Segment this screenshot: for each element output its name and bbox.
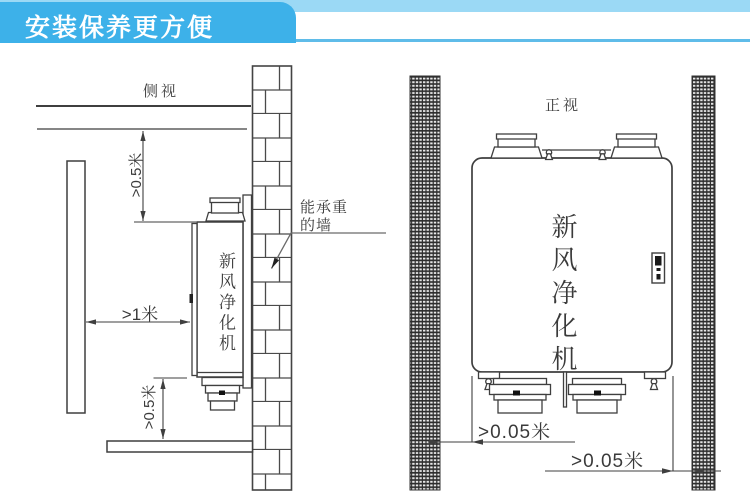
device-name-front: 新风净化机 — [548, 213, 578, 378]
left-side-wall — [410, 76, 440, 490]
section-title: 安装保养更方便 — [25, 14, 215, 42]
front-view-label: 正视 — [545, 97, 582, 114]
wall-bracket — [243, 195, 252, 388]
bearing-brick-wall — [253, 66, 292, 490]
wall-note-line2: 的墙 — [300, 217, 333, 234]
bottom-duct-side — [202, 378, 243, 411]
power-connector — [652, 253, 665, 283]
dim-floor-clearance: >0.5米 — [141, 384, 158, 430]
wall-note-line1: 能承重 — [300, 199, 349, 216]
floor-bar — [107, 441, 253, 452]
side-view-drawing — [36, 66, 386, 490]
device-name-side: 新风净化机 — [216, 252, 235, 355]
bottom-duct-right — [569, 379, 626, 414]
right-side-wall — [692, 76, 715, 490]
top-duct-side — [206, 198, 245, 221]
top-duct-right — [611, 134, 662, 158]
dim-left-wall-clearance: >0.05米 — [478, 422, 552, 443]
dim-ceiling-clearance: >0.5米 — [128, 152, 145, 198]
dim-front-clearance: >1米 — [121, 305, 159, 324]
panel-latch — [190, 294, 194, 303]
front-column — [67, 161, 85, 413]
dim-right-wall-clearance: >0.05米 — [571, 451, 645, 472]
side-view-label: 侧视 — [143, 83, 180, 100]
top-duct-left — [491, 134, 542, 158]
bottom-duct-left — [490, 379, 551, 414]
